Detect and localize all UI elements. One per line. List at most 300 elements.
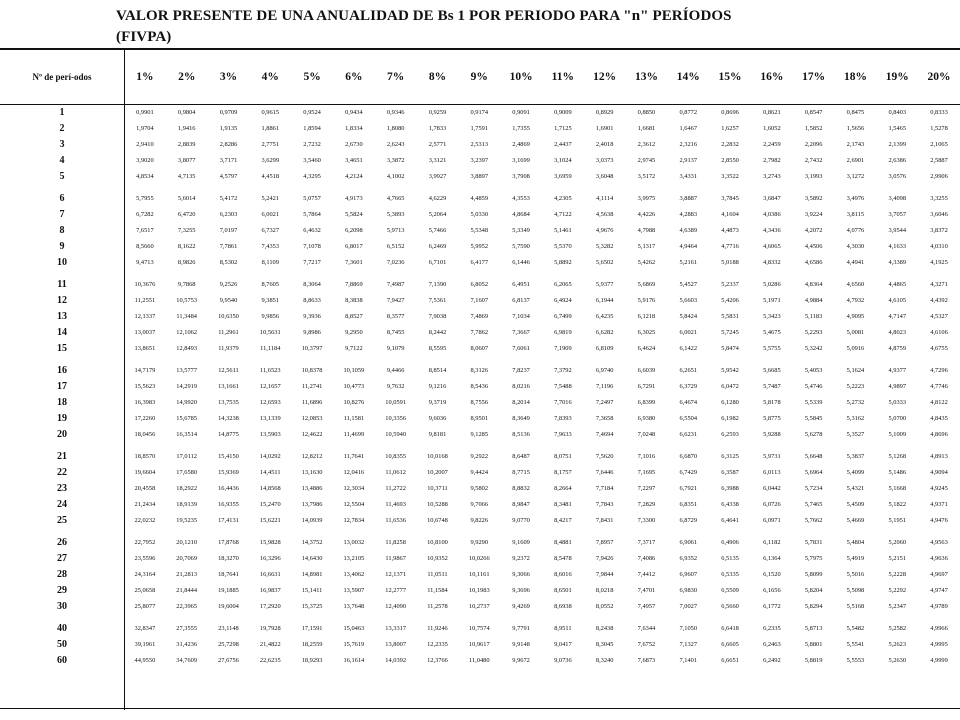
factor-cell: 14,9920	[176, 399, 198, 406]
factor-cell: 5,5168	[846, 603, 865, 610]
factor-cell: 3,9927	[428, 173, 447, 180]
factor-cell: 7,4701	[637, 587, 656, 594]
factor-cell: 7,6752	[637, 641, 656, 648]
factor-cell: 2,9745	[637, 157, 656, 164]
factor-cell: 8,5478	[554, 555, 572, 562]
factor-cell: 8,2442	[428, 329, 447, 336]
factor-cell: 12,5504	[343, 501, 365, 508]
factor-cell: 4,4941	[846, 259, 865, 266]
factor-cell: 4,9377	[888, 367, 907, 374]
factor-cell: 6,5504	[679, 415, 698, 422]
factor-cell: 9,1079	[386, 345, 405, 352]
factor-cell: 1,7355	[512, 125, 530, 132]
factor-cell: 13,5777	[176, 367, 198, 374]
factor-cell: 5,8474	[721, 345, 739, 352]
factor-cell: 6,3125	[721, 453, 739, 460]
factor-cell: 1,6052	[763, 125, 781, 132]
factor-cell: 6,2469	[428, 243, 447, 250]
factor-cell: 7,4353	[261, 243, 280, 250]
factor-cell: 16,3296	[259, 555, 281, 562]
factor-cell: 7,1695	[637, 469, 656, 476]
factor-cell: 4,2072	[804, 227, 823, 234]
factor-cell: 4,3295	[303, 173, 321, 180]
factor-cell: 7,0236	[386, 259, 405, 266]
factor-cell: 31,4236	[176, 641, 198, 648]
factor-cell: 10,2007	[427, 469, 448, 476]
factor-cell: 3,1024	[554, 157, 572, 164]
factor-cell: 15,7619	[343, 641, 365, 648]
factor-cell: 2,2459	[763, 141, 781, 148]
period-number: 40	[57, 623, 67, 634]
period-number: 8	[59, 225, 65, 236]
factor-cell: 10,3676	[134, 281, 156, 288]
factor-cell: 3,9544	[888, 227, 907, 234]
rate-header: 3%	[219, 71, 238, 83]
factor-cell: 14,8775	[218, 431, 239, 438]
factor-cell: 5,4669	[846, 517, 865, 524]
factor-cell: 1,8861	[261, 125, 280, 132]
factor-cell: 8,1757	[554, 469, 572, 476]
factor-cell: 6,0472	[721, 383, 739, 390]
table-row	[0, 653, 960, 669]
period-number: 60	[57, 655, 67, 666]
factor-cell: 8,1622	[177, 243, 196, 250]
factor-cell: 5,7975	[804, 555, 823, 562]
factor-cell: 10,8100	[427, 539, 448, 546]
table-row	[0, 293, 960, 309]
factor-cell: 12,1062	[176, 329, 198, 336]
factor-cell: 13,8007	[385, 641, 407, 648]
factor-cell: 7,0027	[679, 603, 698, 610]
factor-cell: 6,8399	[637, 399, 656, 406]
factor-cell: 7,9633	[554, 431, 572, 438]
table-row	[0, 277, 960, 293]
factor-cell: 10,5940	[385, 431, 407, 438]
factor-cell: 6,1446	[512, 259, 530, 266]
rate-header: 2%	[178, 71, 196, 83]
factor-cell: 11,6536	[385, 517, 406, 524]
factor-cell: 4,8122	[930, 399, 948, 406]
factor-cell: 20,7069	[176, 555, 198, 562]
factor-cell: 8,9847	[512, 501, 530, 508]
factor-cell: 10,5753	[176, 297, 198, 304]
table-row	[0, 255, 960, 271]
period-number: 11	[57, 279, 67, 290]
factor-cell: 4,9476	[930, 517, 948, 524]
factor-cell: 3,4651	[345, 157, 363, 164]
factor-cell: 5,8178	[763, 399, 781, 406]
factor-cell: 6,6651	[721, 657, 739, 664]
factor-cell: 5,6603	[679, 297, 698, 304]
factor-cell: 5,9176	[637, 297, 656, 304]
factor-cell: 15,6221	[259, 517, 281, 524]
factor-cell: 9,7122	[345, 345, 363, 352]
factor-cell: 4,9966	[930, 625, 948, 632]
factor-cell: 16,9837	[259, 587, 281, 594]
factor-cell: 5,5098	[846, 587, 865, 594]
factor-cell: 3,7057	[888, 211, 907, 218]
factor-cell: 10,6748	[427, 517, 448, 524]
factor-cell: 4,8364	[804, 281, 823, 288]
factor-cell: 4,3389	[888, 259, 907, 266]
factor-cell: 3,1699	[512, 157, 530, 164]
factor-cell: 3,8115	[846, 211, 865, 218]
factor-cell: 5,0700	[888, 415, 907, 422]
factor-cell: 9,3066	[512, 571, 530, 578]
factor-cell: 4,3030	[846, 243, 865, 250]
rate-header: 12%	[593, 71, 617, 83]
factor-cell: 6,4338	[721, 501, 739, 508]
factor-cell: 4,8534	[136, 173, 154, 180]
factor-cell: 4,8435	[930, 415, 948, 422]
factor-cell: 5,2151	[888, 555, 907, 562]
factor-cell: 8,1109	[261, 259, 279, 266]
factor-cell: 8,4217	[554, 517, 572, 524]
factor-cell: 8,3240	[595, 657, 614, 664]
period-number: 26	[57, 537, 67, 548]
factor-cell: 15,9828	[259, 539, 281, 546]
period-number: 19	[57, 413, 67, 424]
factor-cell: 11,8258	[385, 539, 406, 546]
factor-cell: 10,4773	[343, 383, 365, 390]
factor-cell: 13,7535	[218, 399, 239, 406]
factor-cell: 1,7591	[470, 125, 489, 132]
factor-cell: 9,2950	[345, 329, 363, 336]
factor-cell: 27,6756	[218, 657, 239, 664]
factor-cell: 5,3423	[763, 313, 781, 320]
factor-cell: 7,1401	[679, 657, 698, 664]
factor-cell: 10,0168	[427, 453, 448, 460]
factor-cell: 5,1668	[888, 485, 907, 492]
factor-cell: 6,0971	[763, 517, 781, 524]
factor-cell: 13,3317	[385, 625, 407, 632]
factor-cell: 9,1609	[512, 539, 530, 546]
factor-cell: 6,8017	[345, 243, 363, 250]
table-row	[0, 411, 960, 427]
factor-cell: 25,8077	[134, 603, 156, 610]
factor-cell: 6,4177	[470, 259, 489, 266]
factor-cell: 6,6282	[595, 329, 614, 336]
factor-cell: 5,1268	[888, 453, 907, 460]
factor-cell: 2,1065	[930, 141, 948, 148]
factor-cell: 4,9371	[930, 501, 948, 508]
factor-cell: 9,0417	[554, 641, 572, 648]
factor-cell: 9,2922	[470, 453, 489, 460]
factor-cell: 8,5660	[136, 243, 154, 250]
period-number: 50	[57, 639, 67, 650]
factor-cell: 5,4509	[846, 501, 865, 508]
factor-cell: 3,4331	[679, 173, 698, 180]
factor-cell: 6,7291	[637, 383, 656, 390]
factor-cell: 6,0021	[679, 329, 698, 336]
table-row	[0, 137, 960, 153]
factor-cell: 7,6873	[637, 657, 656, 664]
factor-cell: 19,6604	[134, 469, 156, 476]
factor-cell: 15,6785	[176, 415, 198, 422]
factor-cell: 1,8334	[345, 125, 363, 132]
factor-cell: 8,9501	[470, 415, 489, 422]
factor-cell: 4,3271	[930, 281, 948, 288]
factor-cell: 6,1182	[763, 539, 781, 546]
factor-cell: 3,3522	[721, 173, 739, 180]
factor-cell: 4,8696	[930, 431, 948, 438]
factor-cell: 4,4859	[470, 195, 489, 202]
factor-cell: 5,3242	[804, 345, 823, 352]
factor-cell: 3,6299	[261, 157, 280, 164]
factor-cell: 4,0386	[763, 211, 781, 218]
factor-cell: 5,2630	[888, 657, 907, 664]
table-row	[0, 583, 960, 599]
factor-cell: 9,2372	[512, 555, 530, 562]
factor-cell: 8,3838	[345, 297, 363, 304]
factor-cell: 3,8897	[470, 173, 489, 180]
factor-cell: 16,4436	[218, 485, 239, 492]
factor-cell: 5,5016	[846, 571, 865, 578]
factor-cell: 13,1630	[301, 469, 323, 476]
factor-cell: 4,9245	[930, 485, 948, 492]
factor-cell: 6,7327	[261, 227, 280, 234]
factor-cell: 11,1584	[427, 587, 448, 594]
factor-cell: 4,7135	[177, 173, 196, 180]
factor-cell: 5,7234	[804, 485, 823, 492]
factor-cell: 5,5339	[804, 399, 823, 406]
factor-cell: 21,4822	[259, 641, 281, 648]
factor-cell: 6,0726	[763, 501, 781, 508]
factor-cell: 11,1581	[343, 415, 365, 422]
period-number: 13	[57, 311, 67, 322]
factor-cell: 15,5623	[134, 383, 156, 390]
rate-header: 10%	[509, 71, 533, 83]
period-number: 18	[57, 397, 67, 408]
factor-cell: 11,2551	[134, 297, 156, 304]
factor-cell: 20,1210	[176, 539, 198, 546]
rate-header: 19%	[885, 71, 909, 83]
rate-header: 5%	[303, 71, 321, 83]
table-row	[0, 169, 960, 185]
factor-cell: 14,8981	[301, 571, 323, 578]
factor-cell: 7,1016	[637, 453, 656, 460]
table-row	[0, 599, 960, 615]
factor-cell: 6,2593	[721, 431, 739, 438]
factor-cell: 5,6278	[804, 431, 823, 438]
factor-cell: 21,2813	[176, 571, 198, 578]
factor-cell: 1,8080	[386, 125, 405, 132]
factor-cell: 7,7016	[554, 399, 572, 406]
factor-cell: 5,4206	[721, 297, 739, 304]
factor-cell: 5,2293	[804, 329, 823, 336]
factor-cell: 7,6517	[136, 227, 154, 234]
factor-cell: 6,8109	[595, 345, 614, 352]
factor-cell: 8,7715	[512, 469, 530, 476]
factor-cell: 5,3527	[846, 431, 865, 438]
factor-cell: 8,0216	[512, 383, 530, 390]
table-row	[0, 121, 960, 137]
factor-cell: 3,5172	[637, 173, 656, 180]
table-row	[0, 105, 960, 121]
factor-cell: 5,9713	[386, 227, 405, 234]
period-number: 9	[59, 241, 65, 252]
factor-cell: 13,0032	[343, 539, 365, 546]
factor-cell: 6,4235	[595, 313, 614, 320]
factor-cell: 8,8633	[303, 297, 321, 304]
period-number: 25	[57, 515, 67, 526]
factor-cell: 7,8869	[345, 281, 363, 288]
factor-cell: 5,4675	[763, 329, 781, 336]
factor-cell: 22,7952	[134, 539, 156, 546]
factor-cell: 17,2920	[259, 603, 281, 610]
table-row	[0, 379, 960, 395]
factor-cell: 15,1411	[301, 587, 323, 594]
factor-cell: 8,9826	[177, 259, 196, 266]
period-number: 30	[57, 601, 67, 612]
factor-cell: 2,1399	[888, 141, 907, 148]
factor-cell: 5,1624	[846, 367, 865, 374]
factor-cell: 5,1822	[888, 501, 907, 508]
factor-cell: 0,8621	[763, 109, 781, 116]
rate-header: 4%	[261, 71, 279, 83]
factor-cell: 3,5892	[804, 195, 823, 202]
factor-cell: 2,6243	[386, 141, 405, 148]
factor-cell: 24,3164	[134, 571, 156, 578]
factor-cell: 7,1050	[679, 625, 698, 632]
period-number: 5	[59, 171, 65, 182]
factor-cell: 0,9259	[428, 109, 447, 116]
factor-cell: 5,2582	[888, 625, 907, 632]
factor-cell: 6,6418	[721, 625, 739, 632]
factor-cell: 12,4090	[385, 603, 407, 610]
factor-cell: 12,4622	[301, 431, 323, 438]
factor-cell: 17,1591	[301, 625, 323, 632]
factor-cell: 10,8378	[301, 367, 323, 374]
factor-cell: 6,5335	[721, 571, 739, 578]
factor-cell: 4,5797	[219, 173, 238, 180]
factor-cell: 8,7455	[386, 329, 405, 336]
factor-cell: 5,5553	[846, 657, 865, 664]
factor-cell: 1,7125	[554, 125, 572, 132]
factor-cell: 12,1371	[385, 571, 407, 578]
factor-cell: 4,9697	[930, 571, 948, 578]
factor-cell: 8,0218	[595, 587, 614, 594]
factor-cell: 13,1661	[218, 383, 239, 390]
table-row	[0, 341, 960, 357]
factor-cell: 4,1633	[888, 243, 907, 250]
rate-header: 6%	[345, 71, 363, 83]
factor-cell: 0,9709	[219, 109, 238, 116]
factor-cell: 7,6344	[637, 625, 656, 632]
factor-cell: 2,5771	[428, 141, 447, 148]
factor-cell: 8,8832	[512, 485, 530, 492]
factor-cell: 3,9224	[804, 211, 823, 218]
factor-cell: 5,7590	[512, 243, 530, 250]
factor-cell: 5,7245	[721, 329, 739, 336]
factor-cell: 5,6648	[804, 453, 823, 460]
factor-cell: 4,0310	[930, 243, 948, 250]
factor-cell: 5,8713	[804, 625, 823, 632]
factor-cell: 3,3255	[930, 195, 948, 202]
table-row	[0, 309, 960, 325]
factor-cell: 17,2260	[134, 415, 156, 422]
factor-cell: 6,6605	[721, 641, 739, 648]
factor-cell: 3,4098	[888, 195, 907, 202]
factor-cell: 0,8772	[679, 109, 698, 116]
factor-cell: 6,2303	[219, 211, 238, 218]
factor-cell: 6,8351	[679, 501, 698, 508]
factor-cell: 44,9550	[134, 657, 156, 664]
factor-cell: 4,6560	[846, 281, 865, 288]
factor-cell: 5,0081	[846, 329, 865, 336]
factor-cell: 0,9524	[303, 109, 321, 116]
factor-cell: 10,3797	[301, 345, 323, 352]
factor-cell: 18,9293	[301, 657, 323, 664]
factor-cell: 4,7122	[554, 211, 572, 218]
factor-cell: 4,5638	[595, 211, 614, 218]
factor-cell: 22,6235	[259, 657, 281, 664]
factor-cell: 6,3988	[721, 485, 739, 492]
factor-cell: 6,7282	[136, 211, 154, 218]
factor-cell: 10,0266	[468, 555, 490, 562]
period-number: 29	[57, 585, 67, 596]
factor-cell: 9,8986	[303, 329, 321, 336]
factor-cell: 9,3936	[303, 313, 321, 320]
factor-cell: 16,9355	[218, 501, 239, 508]
factor-cell: 0,9615	[261, 109, 280, 116]
factor-cell: 7,4869	[470, 313, 489, 320]
factor-cell: 2,5887	[930, 157, 948, 164]
factor-cell: 5,8424	[679, 313, 698, 320]
factor-cell: 2,6730	[345, 141, 363, 148]
factor-cell: 7,4412	[637, 571, 656, 578]
factor-cell: 12,0853	[301, 415, 323, 422]
factor-cell: 4,9999	[930, 657, 948, 664]
table-row	[0, 363, 960, 379]
factor-cell: 6,6231	[679, 431, 698, 438]
factor-cell: 7,0248	[637, 431, 656, 438]
factor-cell: 4,3436	[763, 227, 781, 234]
factor-cell: 0,9174	[470, 109, 489, 116]
factor-cell: 7,1607	[470, 297, 489, 304]
factor-cell: 7,8393	[554, 415, 572, 422]
factor-cell: 5,5824	[345, 211, 363, 218]
period-number: 24	[57, 499, 67, 510]
factor-cell: 11,4693	[385, 501, 406, 508]
factor-cell: 3,6046	[930, 211, 948, 218]
factor-cell: 10,9352	[427, 555, 448, 562]
factor-cell: 23,1148	[218, 625, 239, 632]
factor-cell: 8,3126	[470, 367, 489, 374]
factor-cell: 15,0463	[343, 625, 365, 632]
factor-cell: 4,9464	[679, 243, 698, 250]
factor-cell: 2,9906	[930, 173, 948, 180]
factor-cell: 5,8801	[804, 641, 823, 648]
factor-cell: 13,4062	[343, 571, 365, 578]
factor-cell: 8,6016	[554, 571, 572, 578]
title-line-1: VALOR PRESENTE DE UNA ANUALIDAD DE Bs 1 POR PERIODO PARA "n" PERÍODOS	[116, 8, 732, 24]
factor-cell: 6,5152	[386, 243, 405, 250]
factor-cell: 7,9038	[428, 313, 447, 320]
factor-cell: 7,1078	[303, 243, 321, 250]
factor-cell: 17,0112	[176, 453, 197, 460]
factor-cell: 9,5802	[470, 485, 489, 492]
table-row	[0, 465, 960, 481]
factor-cell: 22,0232	[134, 517, 156, 524]
factor-cell: 6,1944	[595, 297, 614, 304]
factor-cell: 5,8775	[763, 415, 781, 422]
factor-cell: 3,9020	[136, 157, 154, 164]
factor-cell: 0,9346	[386, 109, 405, 116]
factor-cell: 3,0576	[888, 173, 907, 180]
factor-cell: 6,9740	[595, 367, 614, 374]
factor-cell: 5,8204	[804, 587, 823, 594]
